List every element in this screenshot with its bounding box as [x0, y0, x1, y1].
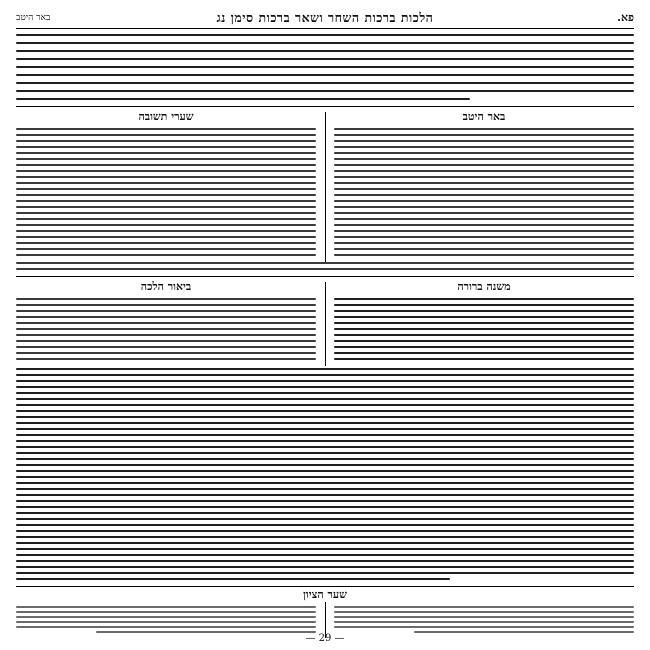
upper-commentary-rule [16, 276, 634, 277]
page-marker: פא. [617, 11, 634, 24]
middle-column-divider [325, 282, 326, 366]
running-title: הלכות ברכות השחר ושאר ברכות סימן נג [216, 10, 434, 25]
running-header [16, 10, 634, 28]
page-number: — 29 — [305, 633, 345, 644]
biur-halacha-title: ביאור הלכה [140, 280, 192, 293]
footnotes-rule [16, 586, 634, 587]
header-side-note: באר היטב [16, 13, 51, 23]
mishna-berura-title: משנה ברורה [457, 280, 511, 293]
shaar-hatziyun-title: שער הציון [303, 588, 347, 601]
header-rule [16, 28, 634, 29]
shaarei-teshuva-title: שערי תשובה [138, 110, 194, 123]
upper-column-divider [325, 112, 326, 262]
main-text-rule [16, 106, 634, 107]
beer-heitev-title: באר היטב [462, 110, 506, 123]
